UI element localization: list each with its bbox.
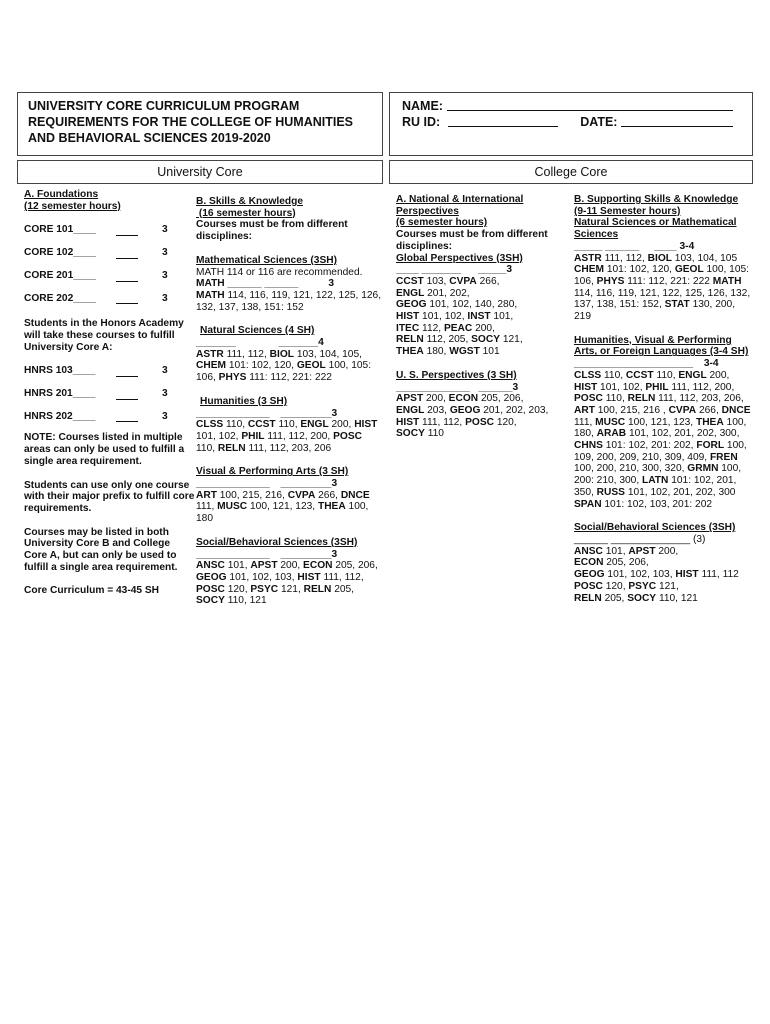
ruid-label: RU ID:	[402, 115, 441, 129]
global-title: Global Perspectives (3SH)	[396, 252, 523, 264]
core-102-row: CORE 102____ 3	[24, 247, 168, 259]
core-overlap-note: Courses may be listed in both University Core B and College Core A, but can only be used to fulfill a single area requirement.	[24, 526, 178, 573]
hnrs-201-row: HNRS 201____ 3	[24, 388, 168, 400]
program-title-line-2: REQUIREMENTS FOR THE COLLEGE OF HUMANITIES	[28, 115, 354, 129]
college-core-heading: College Core	[389, 160, 753, 184]
honors-note: Students in the Honors Academy will take these courses to fulfill University Core A:	[24, 318, 184, 353]
core-202-blank[interactable]	[116, 293, 138, 304]
core-101-row: CORE 101____ 3	[24, 224, 168, 236]
math-line: MATH ______ ______ 3	[196, 278, 334, 290]
university-core-heading: University Core	[17, 160, 383, 184]
multiple-areas-note: NOTE: Courses listed in multiple areas can only be used to fulfill a single area requirement.	[24, 432, 185, 467]
math-title: Mathematical Sciences (3SH)	[196, 254, 337, 266]
cc-social-title: Social/Behavioral Sciences (3SH)	[574, 522, 736, 534]
major-prefix-note: Students can use only one course with their major prefix to fulfill core requirements.	[24, 479, 195, 514]
name-label: NAME:	[402, 99, 443, 113]
ns-line: _____ ______ ____ 3-4	[574, 240, 695, 252]
supporting-subtitle: (9-11 Semester hours)	[574, 205, 681, 217]
vpa-title: Visual & Performing Arts (3 SH)	[196, 466, 349, 478]
hnrs-202-blank[interactable]	[116, 411, 138, 422]
supporting-column	[574, 194, 754, 604]
social-behavioral-courses: ANSC 101, APST 200, ECON 205, 206, GEOG 101, 102, 103, HIST 111, 112, POSC 120, PSYC 121, RELN 205, SOCY 110, 121	[196, 560, 378, 607]
natural-sciences-title: Natural Sciences (4 SH)	[200, 325, 315, 337]
ruid-field[interactable]	[448, 114, 558, 127]
program-title-line-3: AND BEHAVIORAL SCIENCES 2019-2020	[28, 131, 271, 145]
humanities-courses: CLSS 110, CCST 110, ENGL 200, HIST 101, 102, PHIL 111, 112, 200, POSC 110, RELN 111, 112, 203, 206	[196, 419, 378, 454]
skills-desc: Courses must be from different disciplines:	[196, 219, 348, 243]
core-102-blank[interactable]	[116, 248, 138, 259]
math-note: MATH 114 or 116 are recommended.	[196, 266, 363, 278]
core-201-blank[interactable]	[116, 271, 138, 282]
us-perspectives-line: _____________ ______3	[396, 381, 519, 393]
skills-column	[196, 196, 382, 607]
hnrs-202-row: HNRS 202____ 3	[24, 410, 168, 422]
foundations-column	[24, 189, 194, 597]
core-201-row: CORE 201____ 3	[24, 269, 168, 281]
national-desc: Courses must be from different disciplines:	[396, 229, 548, 252]
hnrs-201-blank[interactable]	[116, 389, 138, 400]
date-label: DATE:	[580, 115, 618, 129]
name-field[interactable]	[447, 98, 733, 111]
hum-vpa-fl-line: _____________________ 3-4	[574, 358, 719, 370]
math-courses: MATH 114, 116, 119, 121, 122, 125, 126, 132, 137, 138, 151: 152	[196, 289, 382, 313]
date-field[interactable]	[621, 114, 733, 127]
skills-subtitle: (16 semester hours)	[196, 207, 296, 219]
hum-vpa-fl-title: Humanities, Visual & Performing Arts, or Foreign Languages (3-4 SH)	[574, 334, 749, 358]
national-column	[396, 194, 556, 440]
vpa-courses: ART 100, 215, 216, CVPA 266, DNCE 111, MUSC 100, 121, 123, THEA 100, 180	[196, 489, 370, 525]
hnrs-103-blank[interactable]	[116, 366, 138, 377]
humanities-line: _____________ _________3	[196, 407, 338, 419]
national-title: A. National & International Perspectives	[396, 194, 524, 217]
natural-sciences-line: _______ _______4	[196, 337, 324, 349]
social-behavioral-title: Social/Behavioral Sciences (3SH)	[196, 536, 358, 548]
hnrs-103-row: HNRS 103____ 3	[24, 365, 168, 377]
national-subtitle: (6 semester hours)	[396, 217, 488, 229]
ns-courses: ASTR 111, 112, BIOL 103, 104, 105 CHEM 101: 102, 120, GEOL 100, 105: 106, PHYS 111: 112, 221: 222 MATH 114, 116, 119, 121, 122, 125, 126, 132, 137, 138, 151: 152, STAT 130, 200, 219	[574, 252, 751, 323]
ruid-date-row	[402, 114, 740, 130]
name-row	[402, 98, 740, 114]
core-101-blank[interactable]	[116, 225, 138, 236]
natural-sciences-courses: ASTR 111, 112, BIOL 103, 104, 105, CHEM 101: 102, 120, GEOL 100, 105: 106, PHYS 111: 112, 221: 222	[196, 348, 372, 384]
us-perspectives-courses: APST 200, ECON 205, 206, ENGL 203, GEOG 201, 202, 203, HIST 111, 112, POSC 120, SOCY 110	[396, 393, 549, 440]
foundations-title: A. Foundations	[24, 189, 99, 200]
student-info-box	[389, 92, 753, 156]
program-title-line-1: UNIVERSITY CORE CURRICULUM PROGRAM	[28, 99, 300, 113]
global-line: ____ _______ _____3	[396, 264, 513, 276]
humanities-title: Humanities (3 SH)	[200, 395, 288, 407]
math-blanks[interactable]: MATH ______ ______	[196, 278, 299, 290]
program-title-box	[17, 92, 383, 156]
vpa-line: _____________ _________3	[196, 478, 338, 490]
cc-social-courses: ANSC 101, APST 200, ECON 205, 206, GEOG 101, 102, 103, HIST 111, 112 POSC 120, PSYC 121, RELN 205, SOCY 110, 121	[574, 545, 739, 604]
skills-title: B. Skills & Knowledge	[196, 196, 303, 207]
supporting-title: B. Supporting Skills & Knowledge	[574, 194, 739, 205]
cc-social-line: ______ ______________ (3)	[574, 533, 706, 545]
hum-vpa-fl-courses: CLSS 110, CCST 110, ENGL 200, HIST 101, 102, PHIL 111, 112, 200, POSC 110, RELN 111, 112, 203, 206, ART 100, 215, 216 , CVPA 266, DNCE 111, MUSC 100, 121, 123, THEA 100, 180, ARAB 101, 102, 201, 202, 300, CHNS 101: 102, 201: 202, FORL 100, 109, 200, 209, 210, 309, 409, FREN 100, 200, 210, 300, 320, GRMN 100, 200: 210, 300, LATN 101: 102, 201, 350, RUSS 101, 102, 201, 202, 300 SPAN 101: 102, 103, 201: 202	[574, 369, 751, 510]
us-perspectives-title: U. S. Perspectives (3 SH)	[396, 369, 517, 381]
global-courses: CCST 103, CVPA 266, ENGL 201, 202, GEOG 101, 102, 140, 280, HIST 101, 102, INST 101, ITEC 112, PEAC 200, RELN 112, 205, SOCY 121, THEA 180, WGST 101	[396, 275, 523, 358]
supporting-desc: Natural Sciences or Mathematical Sciences	[574, 217, 737, 241]
social-behavioral-line: _____________ _________3	[196, 548, 338, 560]
core-total: Core Curriculum = 43-45 SH	[24, 585, 160, 597]
core-202-row: CORE 202____ 3	[24, 292, 168, 304]
foundations-subtitle: (12 semester hours)	[24, 200, 121, 212]
